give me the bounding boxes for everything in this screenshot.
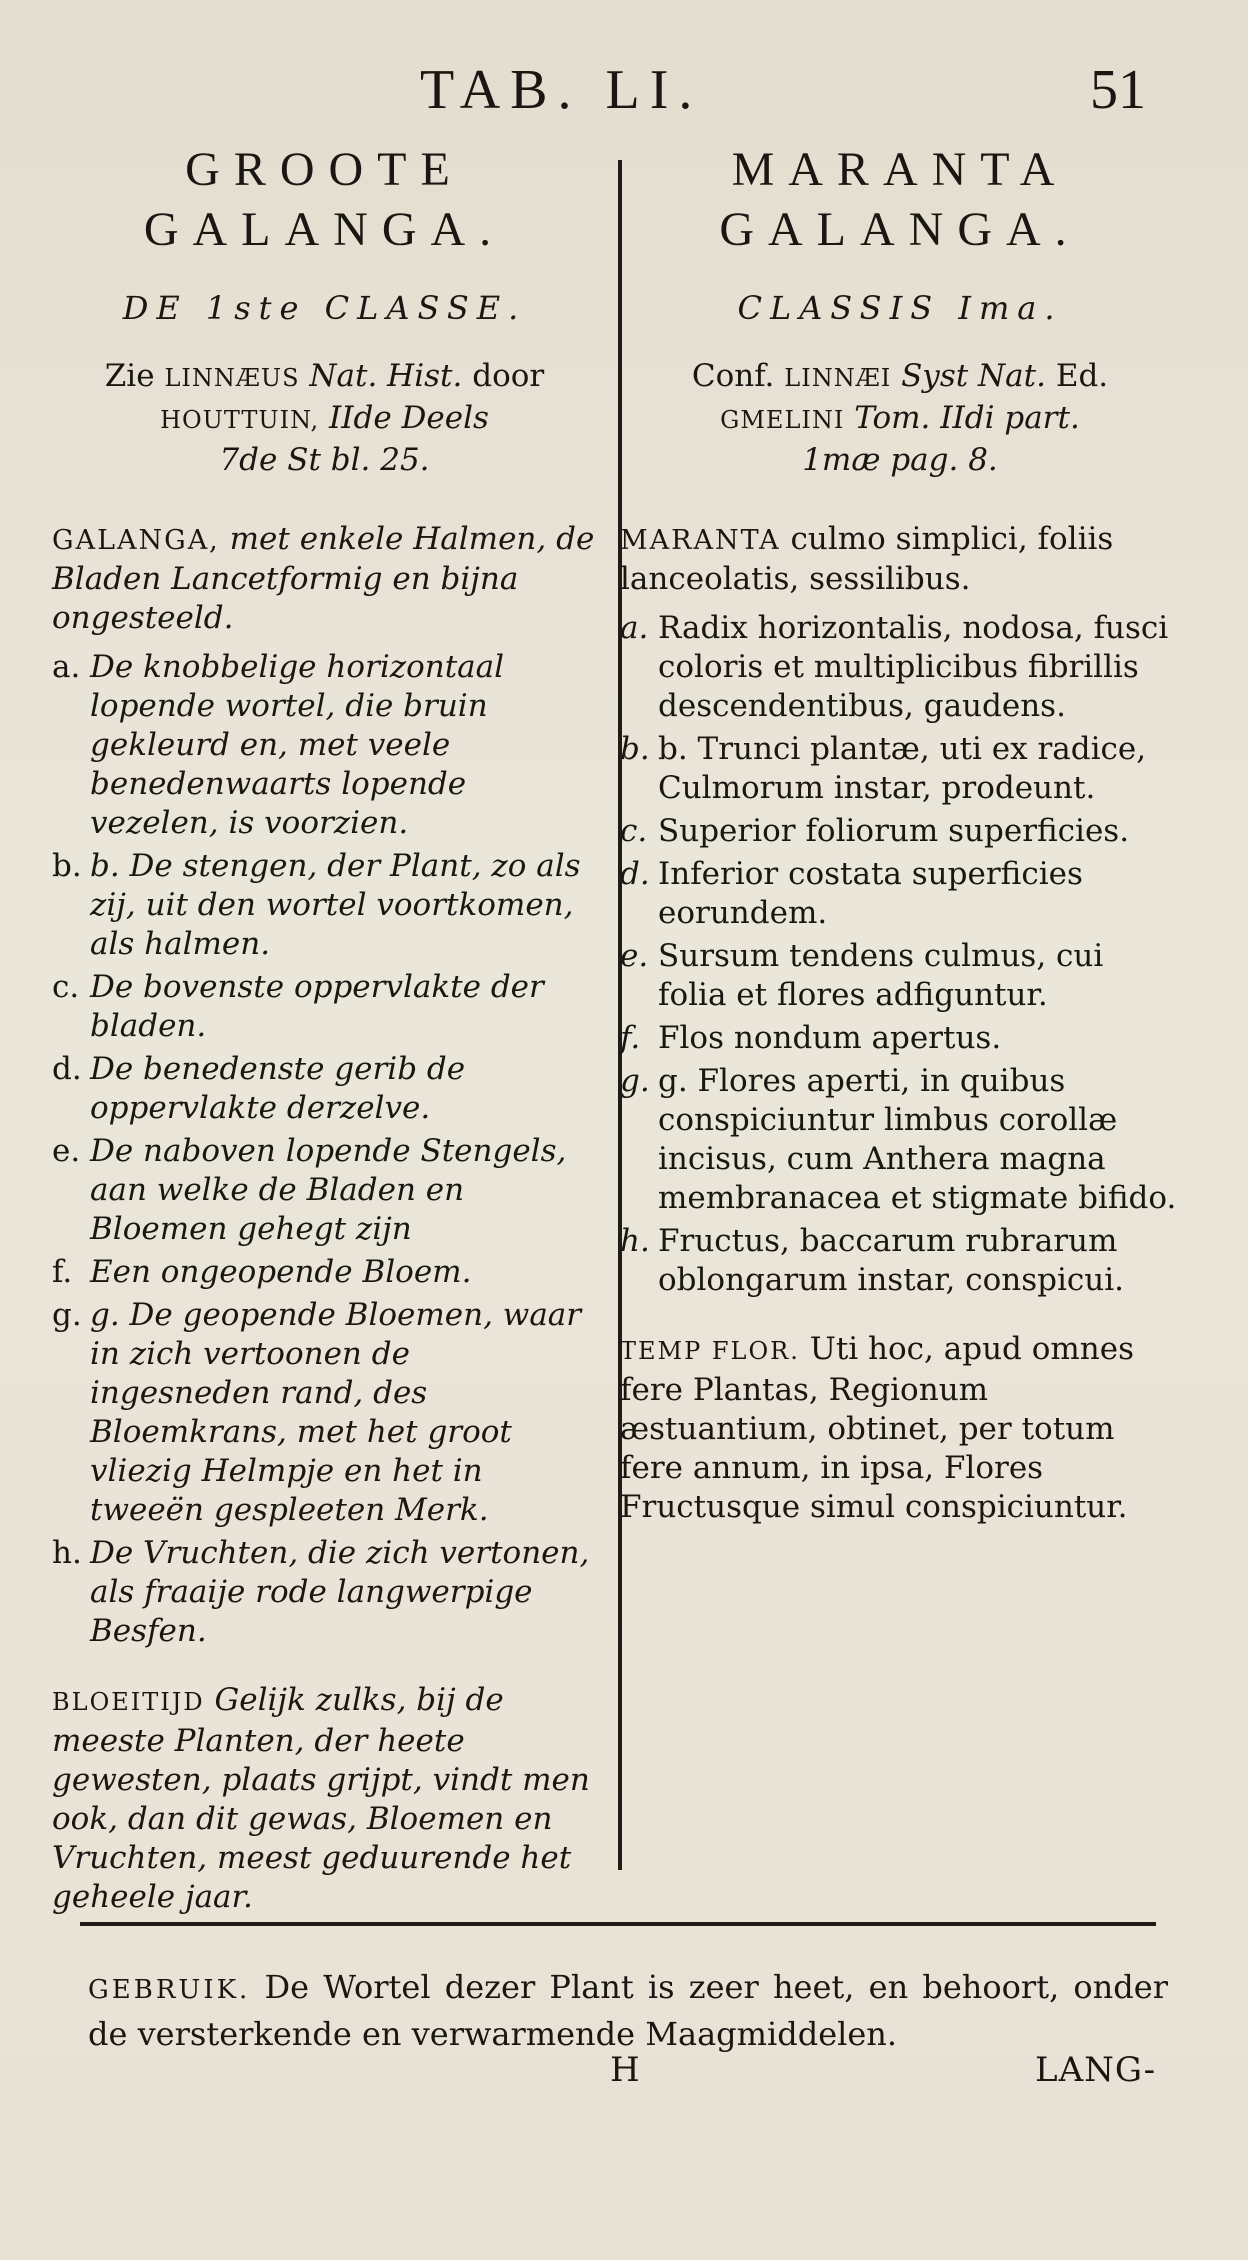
signature-mark: H — [610, 2050, 640, 2090]
dutch-legend-list — [52, 648, 597, 1651]
list-item: d. Inferior costata superficies eorundem. — [620, 856, 1083, 931]
usage-paragraph — [88, 1965, 1168, 2056]
dutch-description-text: met enkele Halmen, de Bladen Lancetformig en bijna ongesteeld. — [52, 521, 595, 636]
list-item: g. g. De geopende Bloemen, waar in zich vertoonen de ingesneden rand, des Bloemkrans, met het groot vliezig Helmpje en het in tweeën gespleeten Merk. — [52, 1297, 582, 1528]
ref-tom: Tom. IIdi part. — [854, 400, 1080, 436]
dutch-description — [52, 520, 597, 638]
latin-flowering-heading: TEMP FLOR. — [620, 1337, 800, 1365]
list-item: h. De Vruchten, die zich vertonen, als fraaije rode langwerpige Besfen. — [52, 1535, 590, 1649]
ref-zie: Zie — [104, 358, 155, 394]
plate-title: TAB. LI. — [420, 59, 703, 121]
list-item: e. De naboven lopende Stengels, aan welke de Bladen en Bloemen gehegt zijn — [52, 1133, 567, 1247]
latin-flowering-text: Uti hoc, apud omnes fere Plantas, Regionum æstuantium, obtinet, per totum fere annum, in ipsa, Flores Fructusque simul conspiciuntur. — [620, 1331, 1135, 1525]
ref-linnaei: LINNÆI — [784, 364, 892, 392]
dutch-flowering-time — [52, 1681, 597, 1917]
page-footer — [0, 2050, 1248, 2100]
dutch-column — [52, 140, 597, 1917]
ref-syst-nat: Syst Nat. — [901, 358, 1046, 394]
latin-legend-list — [620, 609, 1180, 1300]
dutch-flowering-text: Gelijk zulks, bij de meeste Planten, der heete gewesten, plaats grijpt, vindt men ook, dan dit gewas, Bloemen en Vruchten, meest geduurende het geheele jaar. — [52, 1682, 590, 1915]
list-item: e. Sursum tendens culmus, cui folia et flores adfiguntur. — [620, 938, 1104, 1013]
dutch-name-line1: GROOTE — [185, 143, 464, 196]
ref-conf: Conf. — [691, 358, 775, 394]
latin-classis: CLASSIS Ima. — [737, 289, 1063, 327]
ref-door: door — [472, 358, 545, 394]
page-number: 51 — [1090, 59, 1146, 121]
ref-gmelini: GMELINI — [720, 406, 845, 434]
list-item: d. De benedenste gerib de oppervlakte derzelve. — [52, 1051, 466, 1126]
ref-ed: Ed. — [1055, 358, 1109, 394]
latin-flowering-time — [620, 1330, 1180, 1527]
list-item: b. b. De stengen, der Plant, zo als zij, uit den wortel voortkomen, als halmen. — [52, 848, 581, 962]
list-item: a. Radix horizontalis, nodosa, fusci coloris et multiplicibus fibrillis descendentibus, gaudens. — [620, 610, 1169, 724]
dutch-reference — [52, 356, 597, 480]
list-item: f. Een ongeopende Bloem. — [52, 1254, 472, 1290]
latin-reference — [620, 356, 1180, 480]
latin-name-line2: GALANGA. — [719, 203, 1081, 256]
latin-name-line1: MARANTA — [731, 143, 1069, 196]
ref-linnaeus: LINNÆUS — [164, 364, 300, 392]
horizontal-rule — [80, 1922, 1156, 1926]
latin-name — [620, 140, 1180, 260]
ref-pag: 1mæ pag. 8. — [802, 442, 998, 478]
list-item: g. g. Flores aperti, in quibus conspiciuntur limbus corollæ incisus, cum Anthera magna membranacea et stigmate bifido. — [620, 1063, 1177, 1216]
dutch-name-line2: GALANGA. — [143, 203, 506, 256]
dutch-name — [52, 140, 597, 260]
list-item: f. Flos nondum apertus. — [620, 1020, 1002, 1056]
list-item: b. b. Trunci plantæ, uti ex radice, Culmorum instar, prodeunt. — [620, 731, 1147, 806]
list-item: a. De knobbelige horizontaal lopende wortel, die bruin gekleurd en, met veele benedenwaarts lopende vezelen, is voorzien. — [52, 649, 505, 841]
latin-description-text: culmo simplici, foliis lanceolatis, sessilibus. — [620, 521, 1114, 597]
dutch-classe: DE 1ste CLASSE. — [122, 289, 527, 327]
page-header — [0, 58, 1248, 128]
list-item: c. De bovenste oppervlakte der bladen. — [52, 969, 544, 1044]
ref-deel: IIde Deels — [329, 400, 489, 436]
ref-stuk: 7de St bl. 25. — [219, 442, 430, 478]
latin-column — [620, 140, 1180, 1527]
list-item: c. Superior foliorum superficies. — [620, 813, 1130, 849]
latin-genus: MARANTA — [620, 525, 781, 556]
usage-heading: GEBRUIK. — [88, 1975, 251, 2005]
ref-nat-hist: Nat. Hist. — [309, 358, 463, 394]
catchword: LANG- — [1035, 2050, 1157, 2090]
dutch-flowering-heading: BLOEITIJD — [52, 1688, 205, 1716]
latin-description — [620, 520, 1180, 599]
ref-houttuin: HOUTTUIN, — [160, 406, 320, 434]
usage-text: De Wortel dezer Plant is zeer heet, en behoort, onder de versterkende en verwarmende Maagmiddelen. — [88, 1968, 1168, 2053]
list-item: h. Fructus, baccarum rubrarum oblongarum instar, conspicui. — [620, 1223, 1125, 1298]
dutch-genus: GALANGA, — [52, 525, 220, 556]
